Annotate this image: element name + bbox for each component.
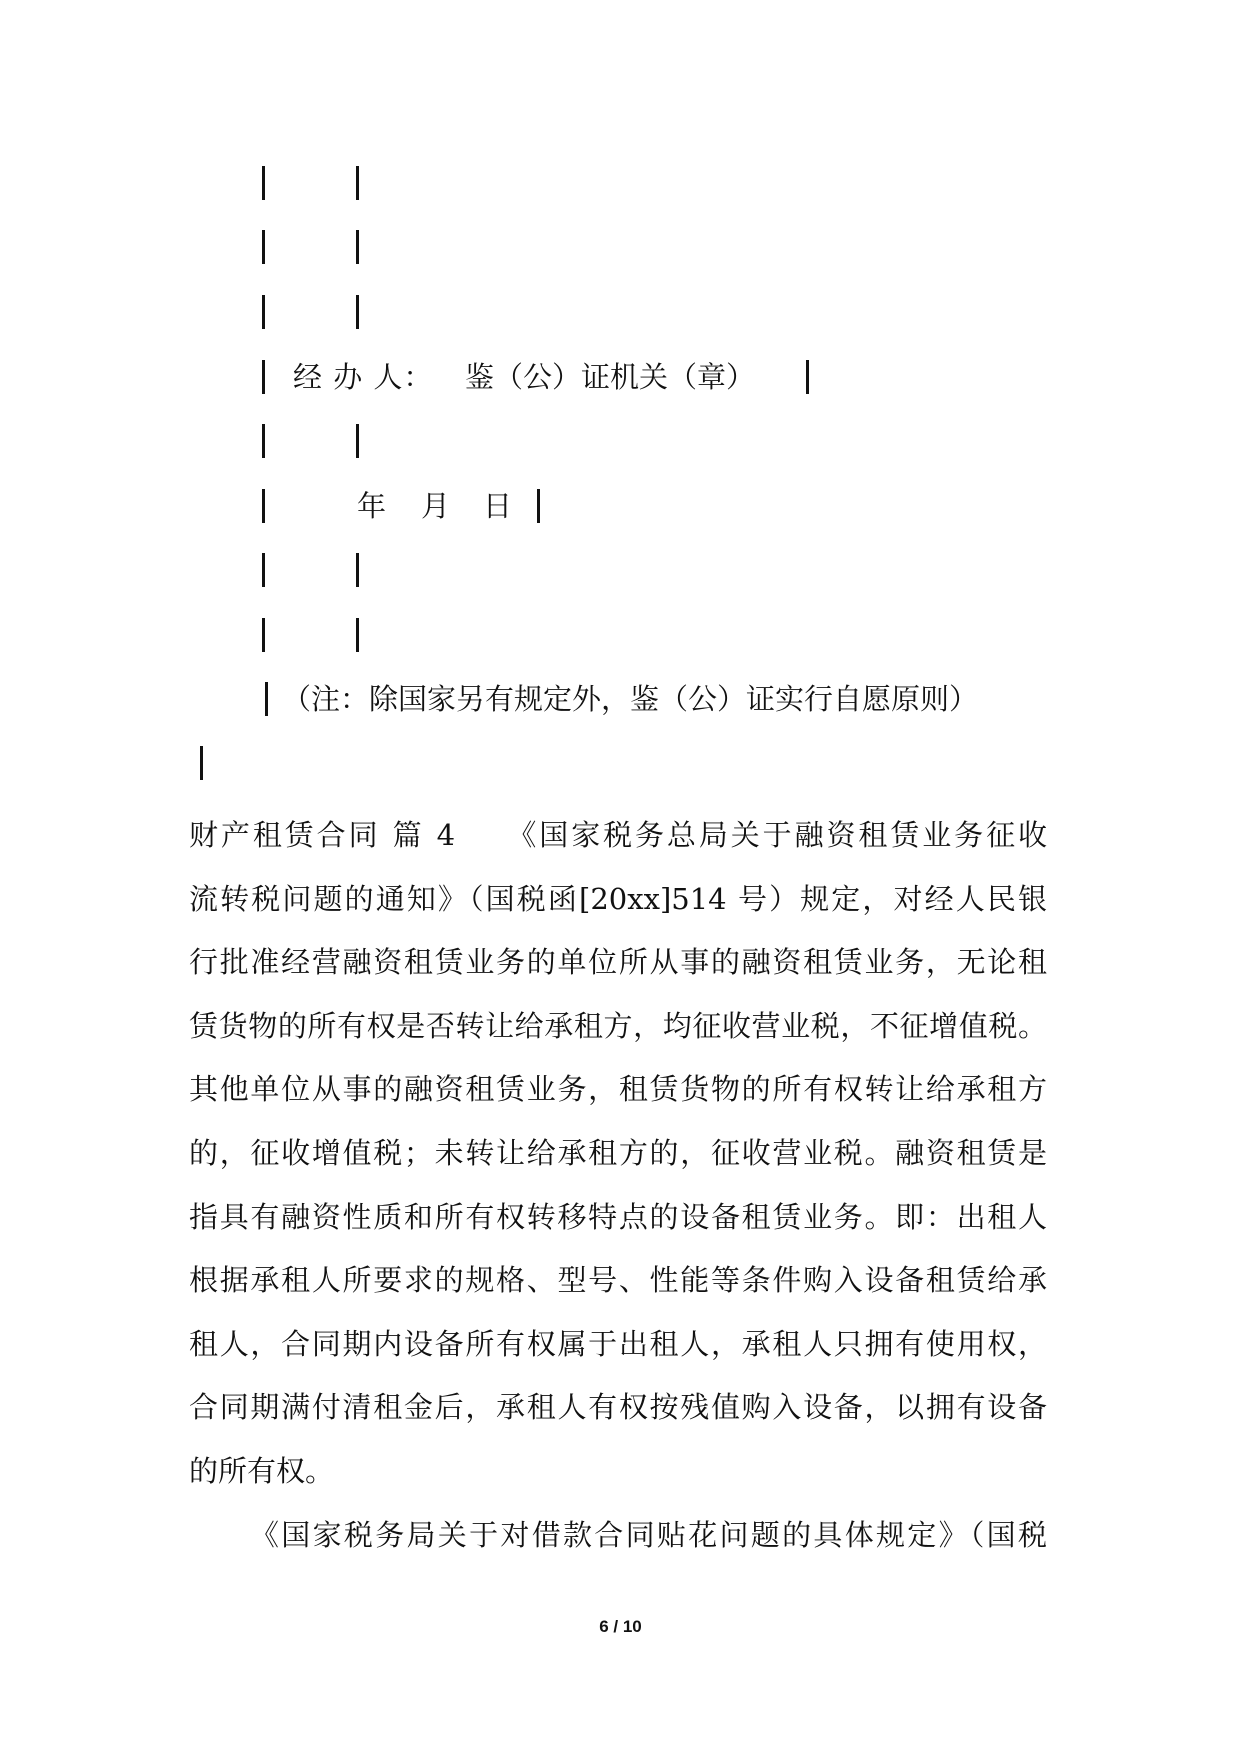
table-border-left	[262, 360, 265, 394]
table-border-left	[262, 618, 265, 652]
text-line: 其他单位从事的融资租赁业务，租赁货物的所有权转让给承租方	[189, 1072, 1047, 1107]
text-line: 租人，合同期内设备所有权属于出租人，承租人只拥有使用权，	[189, 1326, 1047, 1361]
text-line: 合同期满付清租金后，承租人有权按残值购入设备，以拥有设备	[189, 1390, 1047, 1425]
text-line: 的所有权。	[189, 1453, 335, 1488]
table-border-right	[356, 424, 359, 458]
text-line: 流转税问题的通知》（国税函[20xx]514 号）规定，对经人民银	[189, 881, 1047, 916]
text-line: 财产租赁合同 篇 4 《国家税务总局关于融资租赁业务征收	[189, 818, 1047, 852]
table-border-right	[356, 618, 359, 652]
table-border-left	[262, 295, 265, 329]
table-border-left	[262, 166, 265, 200]
date-year: 年	[357, 489, 387, 523]
table-border-right	[356, 295, 359, 329]
agent-label: 经 办 人：	[293, 360, 434, 394]
table-border-right	[200, 746, 203, 780]
voluntary-note: （注：除国家另有规定外，鉴（公）证实行自愿原则）	[282, 682, 979, 716]
table-border-left	[262, 489, 265, 523]
table-border-left	[262, 230, 265, 264]
body-paragraph-1	[189, 804, 1047, 1504]
authority-label: 鉴（公）证机关（章）	[465, 360, 756, 394]
text-line: 赁货物的所有权是否转让给承租方，均征收营业税，不征增值税。	[189, 1008, 1047, 1043]
table-border-left	[262, 553, 265, 587]
table-border-right	[356, 166, 359, 200]
table-border-right	[356, 230, 359, 264]
table-border-left	[262, 424, 265, 458]
text-line: 指具有融资性质和所有权转移特点的设备租赁业务。即：出租人	[189, 1199, 1047, 1234]
text-line: 《国家税务局关于对借款合同贴花问题的具体规定》（国税	[250, 1518, 1047, 1552]
body-paragraph-2	[250, 1504, 1047, 1568]
text-line: 的，征收增值税；未转让给承租方的，征收营业税。融资租赁是	[189, 1135, 1047, 1170]
table-border-right	[806, 360, 809, 394]
text-line: 行批准经营融资租赁业务的单位所从事的融资租赁业务，无论租	[189, 945, 1047, 980]
table-border-left	[265, 682, 268, 716]
date-month: 月	[421, 489, 451, 523]
table-border-right	[537, 489, 540, 523]
date-day: 日	[483, 489, 513, 523]
table-border-right	[356, 553, 359, 587]
page-number: 6 / 10	[599, 1617, 642, 1636]
text-line: 根据承租人所要求的规格、型号、性能等条件购入设备租赁给承	[189, 1263, 1047, 1298]
